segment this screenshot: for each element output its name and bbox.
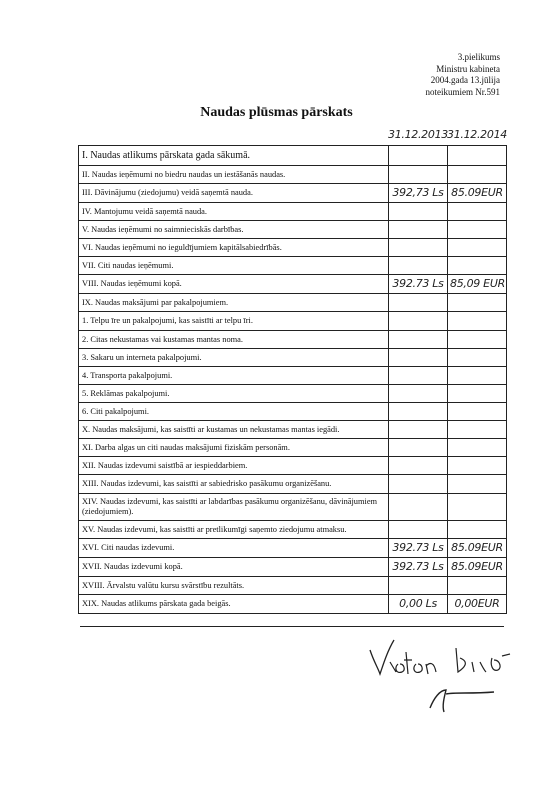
handwritten-value: 85.09EUR (451, 185, 503, 199)
handwritten-value: 392.73 Ls (392, 276, 444, 290)
table-row (79, 367, 507, 385)
value-2014 (448, 558, 507, 577)
row-label: X. Naudas maksājumi, kas saistīti ar kustamas un nekustamas mantas iegādi. (79, 421, 389, 439)
table-row (79, 439, 507, 457)
value-2013 (389, 577, 448, 595)
table-row (79, 312, 507, 331)
row-label: XVI. Citi naudas izdevumi. (79, 539, 389, 558)
signature (360, 632, 520, 722)
table-row (79, 577, 507, 595)
table-row (79, 146, 507, 166)
row-label: 4. Transporta pakalpojumi. (79, 367, 389, 385)
value-2014 (448, 577, 507, 595)
column-date-1: 31.12.2013 (388, 128, 448, 141)
value-2014 (448, 331, 507, 349)
value-2014 (448, 539, 507, 558)
row-label: I. Naudas atlikums pārskata gada sākumā. (79, 146, 389, 166)
row-label: IX. Naudas maksājumi par pakalpojumiem. (79, 294, 389, 312)
table-row (79, 595, 507, 614)
table-row (79, 521, 507, 539)
value-2014 (448, 166, 507, 184)
value-2014 (448, 475, 507, 494)
row-label: XV. Naudas izdevumi, kas saistīti ar pretlikumīgi saņemto ziedojumu atmaksu. (79, 521, 389, 539)
table-row (79, 457, 507, 475)
value-2013 (389, 595, 448, 614)
value-2013 (389, 367, 448, 385)
column-date-2: 31.12.2014 (447, 128, 507, 141)
cash-flow-table (78, 145, 507, 614)
table-row (79, 203, 507, 221)
table-row (79, 166, 507, 184)
table-row (79, 349, 507, 367)
value-2013 (389, 403, 448, 421)
value-2014 (448, 257, 507, 275)
value-2013 (389, 421, 448, 439)
table-row (79, 421, 507, 439)
attachment-note (400, 52, 500, 98)
value-2013 (389, 558, 448, 577)
table-row (79, 385, 507, 403)
value-2014 (448, 367, 507, 385)
row-label: XVII. Naudas izdevumi kopā. (79, 558, 389, 577)
row-label: V. Naudas ieņēmumi no saimnieciskās darbības. (79, 221, 389, 239)
row-label: IV. Mantojumu veidā saņemtā nauda. (79, 203, 389, 221)
table-row (79, 403, 507, 421)
row-label: XVIII. Ārvalstu valūtu kursu svārstību rezultāts. (79, 577, 389, 595)
row-label: 6. Citi pakalpojumi. (79, 403, 389, 421)
value-2013 (389, 475, 448, 494)
value-2014 (448, 146, 507, 166)
row-label: VI. Naudas ieņēmumi no ieguldījumiem kapitālsabiedrībās. (79, 239, 389, 257)
row-label: 2. Citas nekustamas vai kustamas mantas noma. (79, 331, 389, 349)
value-2014 (448, 457, 507, 475)
row-label: XII. Naudas izdevumi saistībā ar iespieddarbiem. (79, 457, 389, 475)
value-2013 (389, 239, 448, 257)
value-2013 (389, 257, 448, 275)
handwritten-value: 85.09EUR (451, 559, 503, 573)
table-row (79, 294, 507, 312)
table-row (79, 494, 507, 521)
table-row (79, 221, 507, 239)
table-row (79, 475, 507, 494)
handwritten-value: 392,73 Ls (392, 185, 444, 199)
handwritten-signature (360, 632, 520, 722)
row-label: II. Naudas ieņēmumi no biedru naudas un iestāšanās naudas. (79, 166, 389, 184)
value-2014 (448, 403, 507, 421)
value-2014 (448, 203, 507, 221)
value-2013 (389, 539, 448, 558)
value-2013 (389, 275, 448, 294)
handwritten-value: 85,09 EUR (450, 276, 505, 290)
row-label: XIX. Naudas atlikums pārskata gada beigās. (79, 595, 389, 614)
value-2014 (448, 294, 507, 312)
table-row (79, 331, 507, 349)
value-2014 (448, 312, 507, 331)
attachment-line: 3.pielikums (457, 52, 500, 62)
handwritten-value: 0,00 Ls (399, 596, 437, 610)
value-2013 (389, 166, 448, 184)
value-2013 (389, 312, 448, 331)
value-2014 (448, 439, 507, 457)
value-2014 (448, 221, 507, 239)
value-2013 (389, 146, 448, 166)
row-label: 3. Sakaru un interneta pakalpojumi. (79, 349, 389, 367)
row-label: 5. Reklāmas pakalpojumi. (79, 385, 389, 403)
value-2014 (448, 521, 507, 539)
table-row (79, 275, 507, 294)
attachment-line: noteikumiem Nr.591 (425, 86, 500, 97)
value-2013 (389, 521, 448, 539)
handwritten-value: 0,00EUR (454, 596, 500, 610)
table-row (79, 257, 507, 275)
value-2014 (448, 421, 507, 439)
value-2013 (389, 349, 448, 367)
table-row (79, 539, 507, 558)
row-label: III. Dāvinājumu (ziedojumu) veidā saņemtā nauda. (79, 184, 389, 203)
handwritten-value: 392.73 Ls (392, 540, 444, 554)
handwritten-value: 85.09EUR (451, 540, 503, 554)
row-label: VIII. Naudas ieņēmumi kopā. (79, 275, 389, 294)
value-2014 (448, 595, 507, 614)
value-2014 (448, 494, 507, 521)
handwritten-value: 392.73 Ls (392, 559, 444, 573)
table-row (79, 239, 507, 257)
value-2014 (448, 385, 507, 403)
table-row (79, 184, 507, 203)
table-row (79, 558, 507, 577)
value-2013 (389, 203, 448, 221)
value-2013 (389, 184, 448, 203)
value-2013 (389, 294, 448, 312)
value-2014 (448, 275, 507, 294)
value-2014 (448, 349, 507, 367)
value-2013 (389, 331, 448, 349)
row-label: VII. Citi naudas ieņēmumi. (79, 257, 389, 275)
value-2013 (389, 385, 448, 403)
footer-divider (80, 626, 504, 627)
attachment-line: Ministru kabineta (436, 63, 500, 74)
attachment-line: 2004.gada 13.jūlija (430, 75, 500, 85)
value-2014 (448, 239, 507, 257)
row-label: XIV. Naudas izdevumi, kas saistīti ar labdarības pasākumu organizēšanu, dāvinājumiem (ziedojumiem). (79, 494, 389, 521)
row-label: XIII. Naudas izdevumi, kas saistīti ar sabiedrisko pasākumu organizēšanu. (79, 475, 389, 494)
value-2013 (389, 221, 448, 239)
value-2013 (389, 494, 448, 521)
document-title: Naudas plūsmas pārskats (200, 105, 353, 120)
value-2013 (389, 457, 448, 475)
value-2013 (389, 439, 448, 457)
row-label: XI. Darba algas un citi naudas maksājumi fiziskām personām. (79, 439, 389, 457)
value-2014 (448, 184, 507, 203)
row-label: 1. Telpu īre un pakalpojumi, kas saistīti ar telpu īri. (79, 312, 389, 331)
